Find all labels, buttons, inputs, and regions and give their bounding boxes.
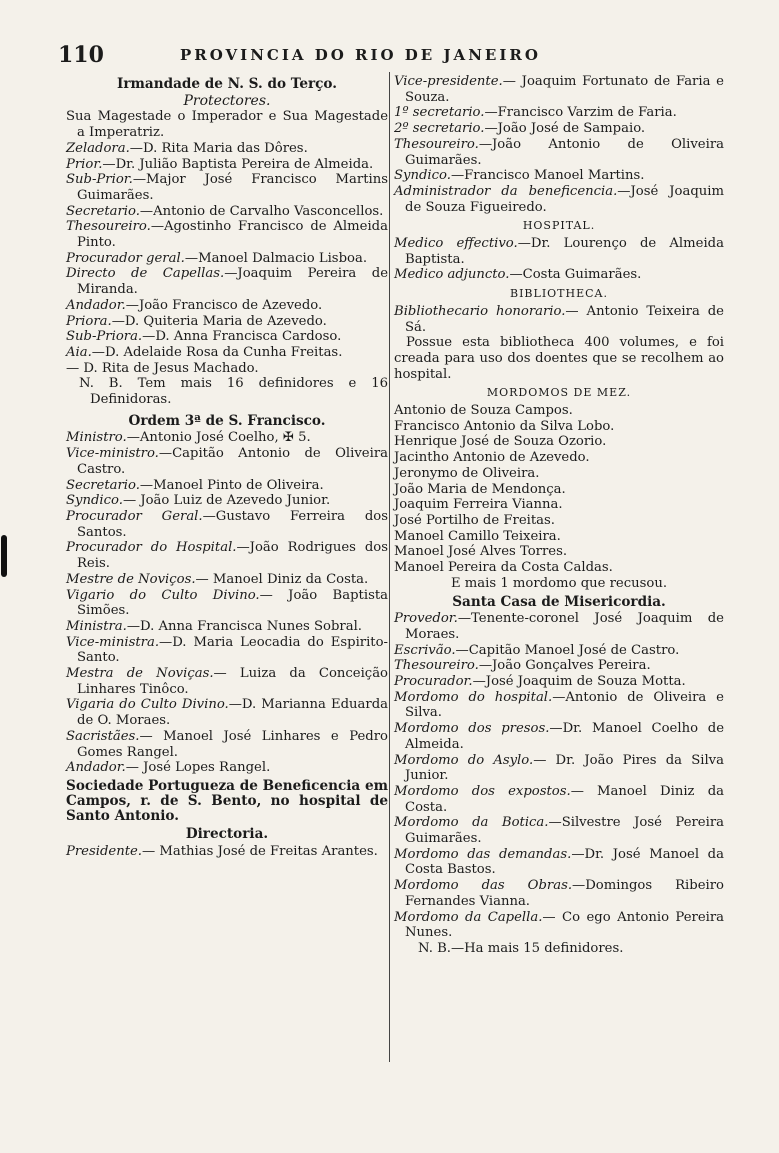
entry-role: Sub-Priora. [66, 329, 143, 345]
entry-role: Mordomo da Capella. [394, 909, 543, 925]
terco-entries [66, 109, 388, 376]
entry-name: — Joaquim Fortunato de Faria e Souza. [405, 74, 724, 105]
entry [66, 109, 388, 140]
entry [66, 509, 388, 540]
section-subtitle-directoria: Directoria. [185, 825, 269, 842]
entry-name: — Manoel Diniz da Costa. [405, 783, 724, 815]
entry [66, 844, 388, 860]
entry-role: Presidente. [66, 843, 143, 859]
entry [394, 267, 724, 283]
page-number: 110 [58, 42, 104, 68]
entry-role: Procurador. [394, 674, 473, 690]
entry-name: —D. Marianna Eduarda de O. Moraes. [77, 697, 388, 729]
misericordia-entries [394, 611, 724, 941]
entry [66, 266, 388, 297]
entry-name: —José Joaquim de Souza Motta. [472, 674, 686, 690]
entry [66, 361, 388, 377]
entry [394, 910, 724, 941]
entry-name: —Dr. Julião Baptista Pereira de Almeida. [102, 156, 374, 172]
entry-name: — José Lopes Rangel. [125, 760, 271, 776]
entry-role: Sub-Prior. [66, 172, 133, 188]
entry-name: — Manoel Diniz da Costa. [195, 571, 369, 587]
entry-name: —Silvestre José Pereira Guimarães. [405, 815, 724, 847]
entry-role: Syndico. [66, 493, 123, 509]
entry [394, 105, 724, 121]
list-item: Jacintho Antonio de Azevedo. [394, 450, 590, 466]
entry-name: —Joaquim Pereira de Miranda. [77, 266, 388, 298]
entry [66, 572, 388, 588]
entry [394, 137, 724, 168]
entry-name: —João Rodrigues dos Reis. [77, 540, 388, 572]
entry [394, 304, 724, 335]
sao-francisco-entries [66, 430, 388, 775]
entry-role: Medico adjuncto. [394, 267, 510, 283]
entry [66, 298, 388, 314]
list-item: Jeronymo de Oliveira. [394, 465, 540, 481]
entry [394, 184, 724, 215]
entry [394, 815, 724, 846]
bibliotheca-note: Possue esta bibliotheca 400 volumes, e foi creada para uso dos doentes que se recolhem ao hospital. [394, 335, 724, 382]
entry-role: Procurador geral. [66, 250, 185, 266]
entry-role: Directo de Capellas. [66, 266, 225, 282]
entry-role: Mordomo das demandas. [394, 846, 572, 862]
binding-mark [1, 535, 7, 577]
section-title-bibliotheca: BIBLIOTHECA. [510, 287, 608, 301]
entry-role: Vigaria do Culto Divino. [66, 697, 229, 713]
entry [394, 847, 724, 878]
hospital-entries [394, 236, 724, 283]
entry-role: Administrador da beneficencia. [394, 183, 618, 199]
entry [66, 619, 388, 635]
entry [394, 878, 724, 909]
entry-role: Mordomo da Botica. [394, 815, 549, 831]
directoria-continued-entries [394, 74, 724, 215]
entry-name: —João Antonio de Oliveira Guimarães. [405, 136, 724, 168]
entry-name: —D. Quiteria Maria de Azevedo. [111, 313, 327, 329]
entry-role: Andador. [66, 297, 126, 313]
running-title: PROVINCIA DO RIO DE JANEIRO [180, 46, 541, 64]
entry [394, 784, 724, 815]
entry [394, 168, 724, 184]
list-item: Joaquim Ferreira Vianna. [394, 497, 563, 513]
entry-name: —Capitão Antonio de Oliveira Castro. [77, 446, 388, 477]
entry-role: Mestre de Noviços. [66, 571, 196, 587]
entry [66, 493, 388, 509]
terco-note: N. B. Tem mais 16 definidores e 16 Definidoras. [79, 376, 388, 408]
entry [66, 204, 388, 220]
section-title-sao-francisco: Ordem 3ª de S. Francisco. [128, 412, 326, 429]
entry-name: — Co ego Antonio Pereira Nunes. [405, 909, 725, 941]
entry-name: —Major José Francisco Martins Guimarães. [77, 172, 388, 203]
entry-role: Medico effectivo. [394, 236, 518, 252]
entry [66, 430, 388, 446]
entry [66, 314, 388, 330]
entry-role: 1º secretario. [394, 105, 485, 121]
list-item: João Maria de Mendonça. [394, 481, 566, 497]
entry-name: —José Joaquim de Souza Figueiredo. [405, 183, 724, 215]
entry-role: Procurador do Hospital. [66, 540, 237, 556]
entry-role: Prior. [66, 156, 103, 172]
misericordia-note: N. B.—Ha mais 15 definidores. [418, 940, 624, 956]
entry [394, 721, 724, 752]
left-column [66, 74, 388, 859]
entry-role: Ministra. [66, 618, 127, 634]
entry-role: Thesoureiro. [394, 658, 479, 674]
entry-role: Mordomo do hospital. [394, 689, 553, 705]
entry [66, 697, 388, 728]
entry-name: —Agostinho Francisco de Almeida Pinto. [77, 219, 388, 251]
entry-name: —Costa Guimarães. [509, 267, 642, 283]
entry-role: Aia. [66, 344, 92, 360]
section-title-mordomos: MORDOMOS DE MEZ. [486, 386, 632, 400]
entry [394, 753, 724, 784]
entry [66, 329, 388, 345]
entry-role: Provedor. [394, 611, 458, 627]
entry-role: Andador. [66, 760, 126, 776]
entry-role: Sacristães. [66, 728, 140, 744]
entry [66, 157, 388, 173]
entry-role: Mordomo do Asylo. [394, 752, 534, 768]
entry-role: Vice-ministro. [66, 446, 159, 462]
list-item: José Portilho de Freitas. [394, 512, 555, 528]
entry [394, 658, 724, 674]
entry [66, 760, 388, 776]
entry-role: Escrivão. [394, 642, 456, 658]
mordomos-note: E mais 1 mordomo que recusou. [450, 575, 668, 591]
entry-name: —D. Rita Maria das Dôres. [129, 140, 308, 156]
entry-role: Zeladora. [66, 140, 130, 156]
entry-name: —Francisco Varzim de Faria. [484, 105, 677, 121]
entry-name: —Dr. Manoel Coelho de Almeida. [405, 721, 724, 752]
entry-name: — João Baptista Simões. [77, 587, 388, 619]
entry-role: Vigario do Culto Divino. [66, 587, 260, 603]
section-title-hospital: HOSPITAL. [522, 219, 596, 233]
entry-name: — Mathias José de Freitas Arantes. [142, 843, 378, 859]
entry-role: Vice-presidente. [394, 74, 503, 89]
entry-name: Sua Magestade o Imperador e Sua Magestade a Imperatriz. [66, 109, 388, 141]
entry-name: — João Luiz de Azevedo Junior. [122, 493, 331, 509]
list-item: Francisco Antonio da Silva Lobo. [394, 418, 615, 434]
section-title-portugueza: Sociedade Portugueza de Beneficencia em Campos, r. de S. Bento, no hospital de Santo Antonio. [66, 777, 388, 824]
entry-name: —João José de Sampaio. [484, 121, 646, 137]
entry-role: Thesoureiro. [394, 136, 479, 152]
bibliotheca-entries [394, 304, 724, 335]
list-item: Henrique José de Souza Ozorio. [394, 434, 607, 450]
entry-role: Mestra de Noviças. [66, 666, 214, 682]
entry-role: Procurador Geral. [66, 508, 203, 524]
list-item: Antonio de Souza Campos. [394, 403, 573, 419]
entry-name: —Dr. José Manoel da Costa Bastos. [405, 846, 724, 878]
entry-role: Mordomo dos expostos. [394, 783, 571, 799]
entry-name: —Tenente-coronel José Joaquim de Moraes. [405, 611, 724, 642]
right-column [394, 74, 724, 957]
entry-name: —João Francisco de Azevedo. [125, 297, 323, 313]
entry-name: — Luiza da Conceição Linhares Tinôco. [77, 666, 388, 697]
entry-name: —João Gonçalves Pereira. [478, 658, 651, 674]
portugueza-entries [66, 844, 388, 860]
entry [66, 172, 388, 203]
entry [66, 588, 388, 619]
entry-name: —Manoel Dalmacio Lisboa. [184, 250, 368, 266]
entry-name: —Antonio de Oliveira e Silva. [405, 689, 724, 721]
entry-name: —Francisco Manoel Martins. [450, 168, 645, 184]
entry-name: —Antonio de Carvalho Vasconcellos. [139, 203, 384, 219]
entry [394, 643, 724, 659]
entry-role: Vice-ministra. [66, 634, 160, 650]
entry-name: —Domingos Ribeiro Fernandes Vianna. [405, 878, 724, 909]
column-divider [389, 72, 390, 1062]
entry [394, 611, 724, 642]
entry-role: Ministro. [66, 430, 127, 446]
entry-role: Secretario. [66, 203, 140, 219]
entry [66, 666, 388, 697]
section-subtitle-protectores: Protectores. [183, 92, 271, 109]
entry-name: —D. Adelaide Rosa da Cunha Freitas. [91, 344, 343, 360]
entry-name: — D. Rita de Jesus Machado. [66, 360, 259, 376]
entry-name: — Manoel José Linhares e Pedro Gomes Rangel. [77, 728, 388, 760]
entry [66, 251, 388, 267]
entry [394, 74, 724, 105]
entry [394, 121, 724, 137]
list-item: Manoel Pereira da Costa Caldas. [394, 560, 613, 576]
entry [66, 141, 388, 157]
entry-role: Secretario. [66, 477, 140, 493]
entry-role: Priora. [66, 313, 112, 329]
entry-name: —D. Anna Francisca Nunes Sobral. [126, 618, 362, 634]
entry-role: Thesoureiro. [66, 219, 151, 235]
entry-name: — Dr. João Pires da Silva Junior. [405, 752, 724, 784]
entry-name: —D. Maria Leocadia do Espirito-Santo. [77, 634, 388, 666]
section-title-terco: Irmandade de N. S. do Terço. [116, 76, 337, 92]
entry-role: Syndico. [394, 168, 451, 184]
list-item: Manoel Camillo Teixeira. [394, 528, 561, 544]
entry [66, 729, 388, 760]
entry-name: —Gustavo Ferreira dos Santos. [77, 508, 388, 540]
entry [66, 478, 388, 494]
entry-role: Bibliothecario honorario. [394, 303, 566, 319]
list-item: Manoel José Alves Torres. [394, 544, 568, 560]
entry-name: —Antonio José Coelho, ✠ 5. [126, 430, 311, 446]
entry [394, 690, 724, 721]
entry-name: —Manoel Pinto de Oliveira. [139, 477, 324, 493]
entry [394, 236, 724, 267]
section-title-misericordia: Santa Casa de Misericordia. [452, 593, 666, 610]
entry [66, 345, 388, 361]
mordomos-names [394, 403, 724, 576]
entry-name: —Dr. Lourenço de Almeida Baptista. [405, 236, 724, 267]
entry-role: Mordomo dos presos. [394, 721, 550, 737]
entry-name: —Capitão Manoel José de Castro. [455, 642, 680, 658]
entry-role: 2º secretario. [394, 121, 485, 137]
entry-role: Mordomo das Obras. [394, 878, 573, 894]
entry [66, 540, 388, 571]
entry-name: — Antonio Teixeira de Sá. [405, 303, 724, 335]
entry [66, 635, 388, 666]
entry [66, 219, 388, 250]
entry [394, 674, 724, 690]
entry-name: —D. Anna Francisca Cardoso. [142, 329, 342, 345]
entry [66, 446, 388, 477]
